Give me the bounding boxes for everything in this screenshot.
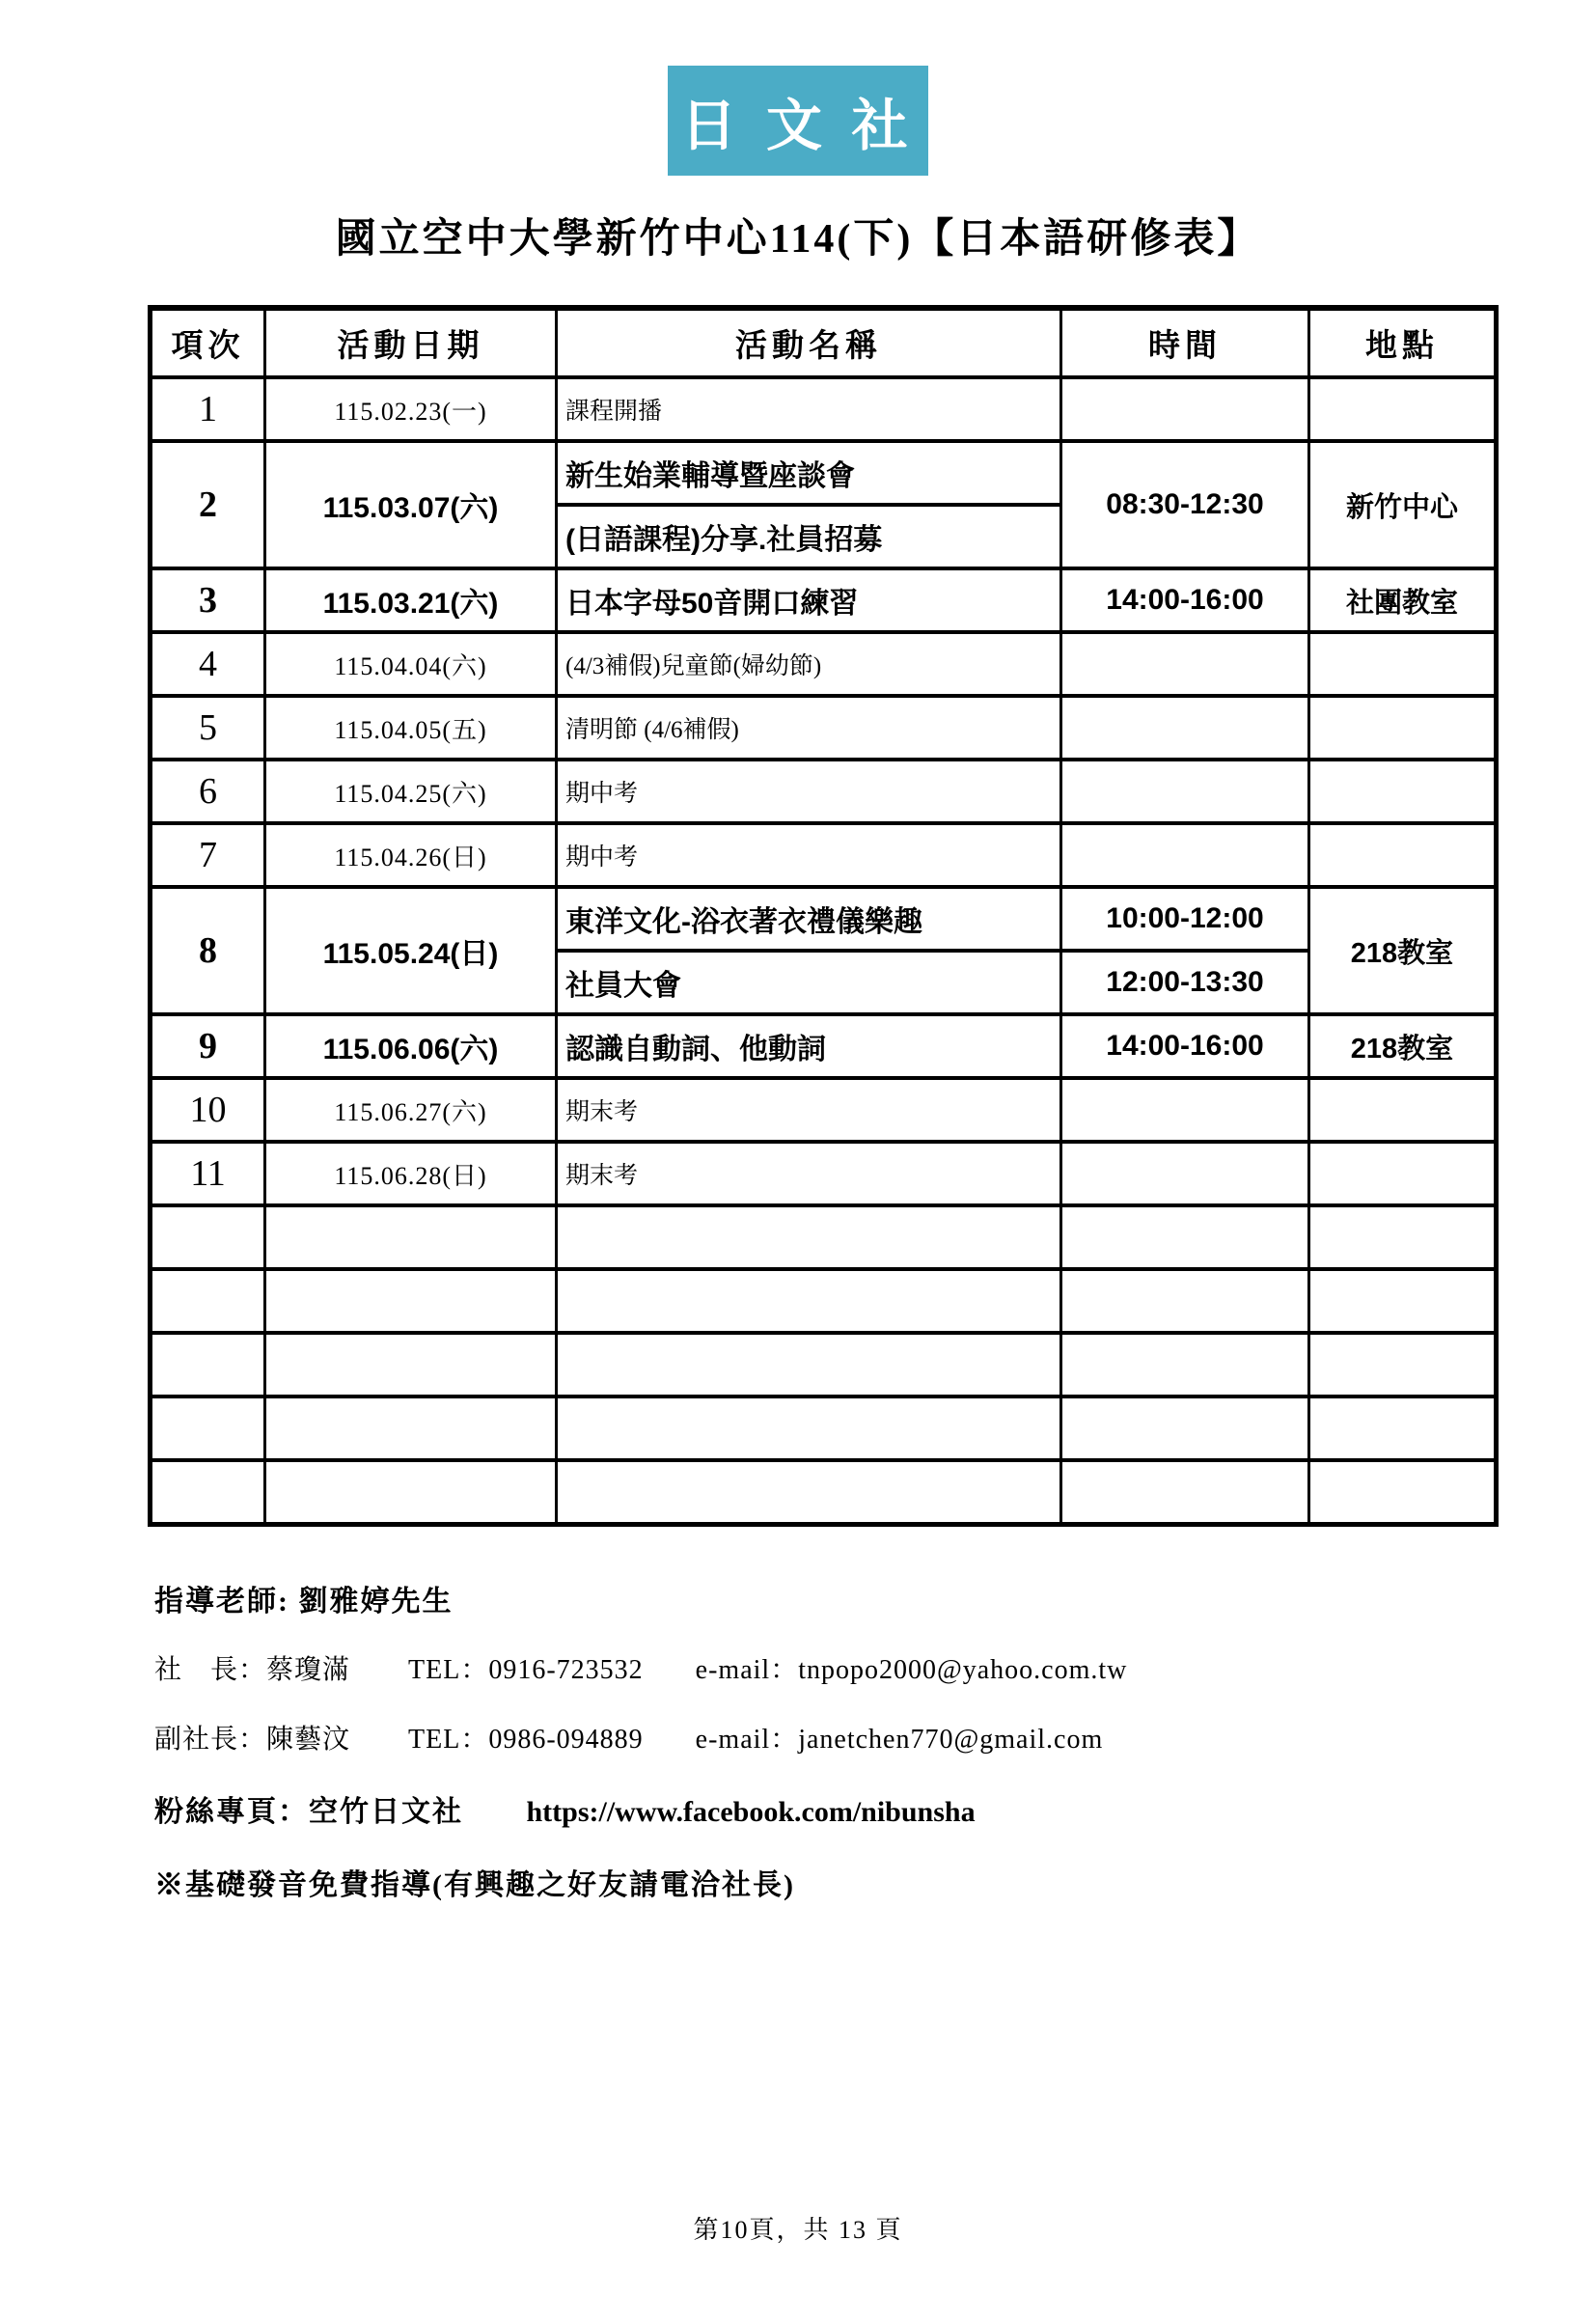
- cell-location: [1309, 1078, 1497, 1142]
- cell-time: 14:00-16:00: [1061, 568, 1309, 632]
- cell-date: 115.06.06(六): [265, 1014, 557, 1078]
- cell-index: 7: [151, 823, 265, 887]
- cell-activity: 課程開播: [557, 377, 1061, 441]
- table-row: [151, 377, 1497, 441]
- cell-date: 115.04.04(六): [265, 632, 557, 696]
- cell-location: [1309, 760, 1497, 823]
- table-row: [151, 1014, 1497, 1078]
- cell-date: [265, 1205, 557, 1269]
- table-header-row: [151, 308, 1497, 377]
- page-title: 國立空中大學新竹中心114(下)【日本語研修表】: [335, 217, 1261, 262]
- cell-index: 6: [151, 760, 265, 823]
- cell-date: 115.06.27(六): [265, 1078, 557, 1142]
- cell-activity: 期中考: [557, 823, 1061, 887]
- table-row: [151, 760, 1497, 823]
- col-header-index: 項次: [151, 308, 265, 377]
- table-row: [151, 823, 1497, 887]
- table-row-empty: [151, 1460, 1497, 1524]
- cell-time: 10:00-12:00: [1061, 887, 1309, 951]
- president-tel: TEL：0916-723532: [408, 1654, 644, 1685]
- advisor-label: 指導老師:: [154, 1585, 289, 1618]
- cell-index: 2: [151, 441, 265, 568]
- cell-date: [265, 1333, 557, 1397]
- cell-time: [1061, 1460, 1309, 1524]
- table-row-empty: [151, 1333, 1497, 1397]
- cell-time: [1061, 823, 1309, 887]
- cell-location: 社團教室: [1309, 568, 1497, 632]
- table-row: [151, 887, 1497, 951]
- cell-date: 115.03.21(六): [265, 568, 557, 632]
- fanpage-url: https://www.facebook.com/nibunsha: [526, 1795, 976, 1828]
- fanpage-name: 空竹日文社: [309, 1795, 463, 1828]
- cell-date: [265, 1460, 557, 1524]
- col-header-activity: 活動名稱: [557, 308, 1061, 377]
- table-row-empty: [151, 1269, 1497, 1333]
- cell-activity: 社員大會: [557, 951, 1061, 1014]
- club-logo-banner: [668, 66, 928, 176]
- cell-index: 8: [151, 887, 265, 1014]
- cell-date: 115.04.25(六): [265, 760, 557, 823]
- cell-location: [1309, 1142, 1497, 1205]
- table-row: [151, 441, 1497, 505]
- table-row: [151, 568, 1497, 632]
- cell-index: [151, 1397, 265, 1460]
- col-header-location: 地點: [1309, 308, 1497, 377]
- president-line: [154, 1648, 1596, 1687]
- cell-index: 5: [151, 696, 265, 760]
- cell-activity: 東洋文化-浴衣著衣禮儀樂趣: [557, 887, 1061, 951]
- page-number: 第10頁，共 13 頁: [693, 2216, 903, 2244]
- free-guidance-note: ※基礎發音免費指導(有興趣之好友請電洽社長): [154, 1868, 795, 1901]
- cell-activity: 新生始業輔導暨座談會: [557, 441, 1061, 505]
- club-logo-text: 日 文 社: [680, 95, 916, 157]
- cell-time: [1061, 760, 1309, 823]
- president-name: 蔡瓊滿: [266, 1654, 351, 1685]
- cell-date: 115.04.05(五): [265, 696, 557, 760]
- cell-date: 115.05.24(日): [265, 887, 557, 1014]
- cell-index: [151, 1460, 265, 1524]
- cell-time: [1061, 1397, 1309, 1460]
- cell-time: [1061, 632, 1309, 696]
- vice-president-name: 陳藝汶: [266, 1724, 351, 1755]
- cell-activity: [557, 1205, 1061, 1269]
- cell-location: [1309, 632, 1497, 696]
- col-header-date: 活動日期: [265, 308, 557, 377]
- cell-date: [265, 1269, 557, 1333]
- vice-president-role: 副社長：: [154, 1724, 267, 1755]
- cell-date: 115.02.23(一): [265, 377, 557, 441]
- cell-location: 新竹中心: [1309, 441, 1497, 568]
- vice-president-email: e-mail：janetchen770@gmail.com: [695, 1724, 1104, 1755]
- cell-time: [1061, 1333, 1309, 1397]
- cell-activity: (日語課程)分享.社員招募: [557, 505, 1061, 568]
- cell-activity: [557, 1460, 1061, 1524]
- cell-time: 12:00-13:30: [1061, 951, 1309, 1014]
- cell-index: 3: [151, 568, 265, 632]
- cell-activity: 日本字母50音開口練習: [557, 568, 1061, 632]
- cell-index: 9: [151, 1014, 265, 1078]
- cell-date: [265, 1397, 557, 1460]
- cell-activity: 期中考: [557, 760, 1061, 823]
- cell-activity: [557, 1333, 1061, 1397]
- advisor-line: [154, 1577, 1596, 1619]
- table-row-empty: [151, 1397, 1497, 1460]
- cell-time: [1061, 1142, 1309, 1205]
- cell-date: 115.03.07(六): [265, 441, 557, 568]
- cell-activity: [557, 1397, 1061, 1460]
- cell-activity: 期末考: [557, 1078, 1061, 1142]
- cell-activity: 認識自動詞、他動詞: [557, 1014, 1061, 1078]
- cell-index: 10: [151, 1078, 265, 1142]
- cell-location: [1309, 1269, 1497, 1333]
- cell-index: 4: [151, 632, 265, 696]
- fanpage-line: [154, 1787, 1596, 1830]
- cell-time: [1061, 696, 1309, 760]
- cell-index: [151, 1333, 265, 1397]
- cell-date: 115.06.28(日): [265, 1142, 557, 1205]
- cell-location: 218教室: [1309, 1014, 1497, 1078]
- cell-location: 218教室: [1309, 887, 1497, 1014]
- cell-time: [1061, 1205, 1309, 1269]
- advisor-name: 劉雅婷先生: [298, 1585, 454, 1618]
- col-header-time: 時間: [1061, 308, 1309, 377]
- table-row: [151, 632, 1497, 696]
- document-page: [0, 66, 1596, 2323]
- cell-location: [1309, 1397, 1497, 1460]
- cell-location: [1309, 1460, 1497, 1524]
- schedule-table: [148, 305, 1499, 1527]
- cell-activity: 清明節 (4/6補假): [557, 696, 1061, 760]
- table-row: [151, 696, 1497, 760]
- table-row-empty: [151, 1205, 1497, 1269]
- vice-president-tel: TEL：0986-094889: [408, 1724, 644, 1755]
- cell-time: 14:00-16:00: [1061, 1014, 1309, 1078]
- table-row: [151, 1142, 1497, 1205]
- cell-time: 08:30-12:30: [1061, 441, 1309, 568]
- president-role: 社 長：: [154, 1654, 267, 1685]
- cell-index: [151, 1205, 265, 1269]
- cell-location: [1309, 377, 1497, 441]
- cell-index: [151, 1269, 265, 1333]
- cell-date: 115.04.26(日): [265, 823, 557, 887]
- fanpage-label: 粉絲專頁：: [154, 1795, 309, 1828]
- vice-president-line: [154, 1718, 1596, 1756]
- cell-activity: (4/3補假)兒童節(婦幼節): [557, 632, 1061, 696]
- table-row: [151, 1078, 1497, 1142]
- cell-time: [1061, 1269, 1309, 1333]
- cell-location: [1309, 1205, 1497, 1269]
- cell-index: 1: [151, 377, 265, 441]
- cell-location: [1309, 696, 1497, 760]
- cell-activity: [557, 1269, 1061, 1333]
- contact-info-block: [154, 1577, 1596, 1903]
- cell-index: 11: [151, 1142, 265, 1205]
- cell-location: [1309, 1333, 1497, 1397]
- cell-time: [1061, 377, 1309, 441]
- cell-location: [1309, 823, 1497, 887]
- cell-activity: 期末考: [557, 1142, 1061, 1205]
- president-email: e-mail：tnpopo2000@yahoo.com.tw: [695, 1654, 1128, 1685]
- cell-time: [1061, 1078, 1309, 1142]
